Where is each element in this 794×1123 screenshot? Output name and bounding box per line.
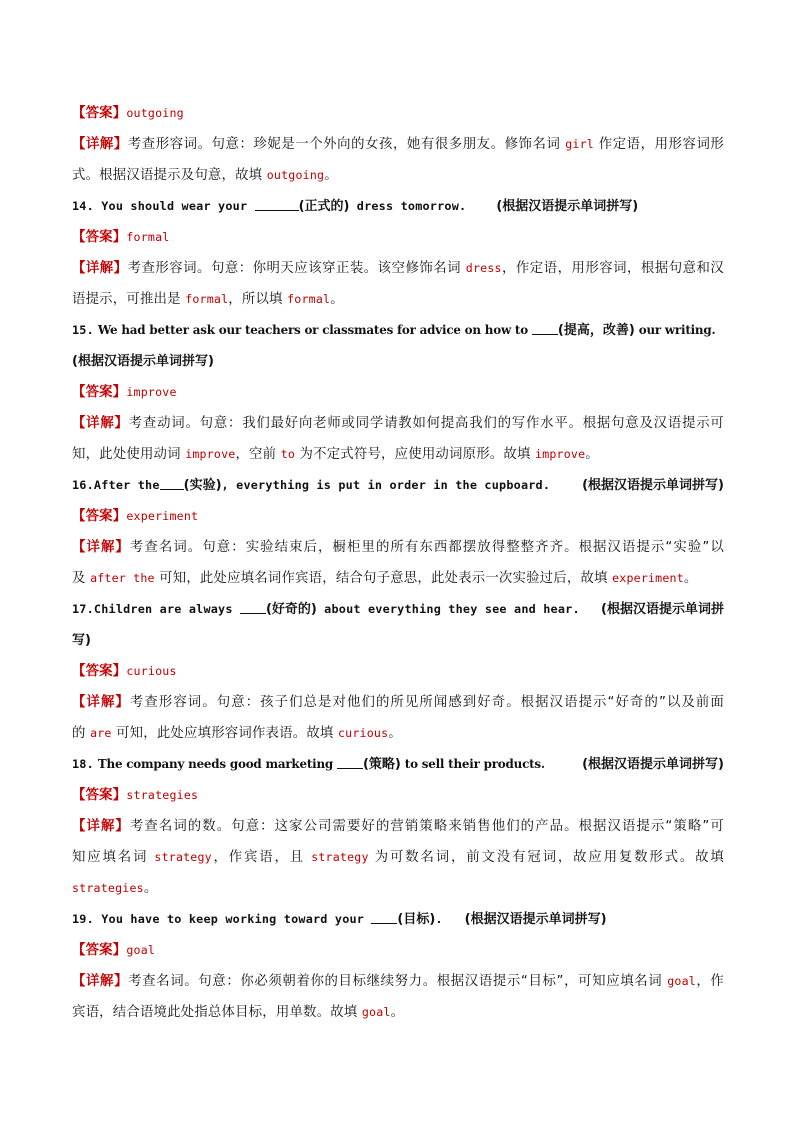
instruction-text: (根据汉语提示单词拼 — [601, 602, 724, 617]
detail-line: 语提示，可推出是 formal，所以填 formal。 — [72, 292, 344, 307]
answer-blank — [371, 911, 397, 924]
question-number: 18. — [72, 757, 94, 771]
detail-line: 【详解】考查名词。句意：实验结束后，橱柜里的所有东西都摆放得整整齐齐。根据汉语提示“实验”以 — [72, 540, 724, 555]
detail-label: 【详解】 — [72, 695, 130, 710]
question-line: 18. The company needs good marketing (策略) to sell their products. (根据汉语提示单词拼写) — [72, 749, 724, 780]
answer-blank — [532, 322, 558, 335]
detail-label: 【详解】 — [72, 137, 128, 152]
chinese-hint: (目标) — [397, 912, 436, 927]
detail-label: 【详解】 — [72, 974, 129, 989]
detail-label: 【详解】 — [72, 819, 130, 834]
detail-line: 式。根据汉语提示及句意，故填 outgoing。 — [72, 168, 338, 183]
answer-blank — [337, 756, 363, 769]
question-line: 19. You have to keep working toward your (目标). (根据汉语提示单词拼写) — [72, 912, 607, 927]
detail-line: strategies。 — [72, 881, 158, 896]
question-text: You have to keep working toward your — [93, 912, 372, 926]
question-number: 19. — [72, 912, 94, 926]
instruction-text: (根据汉语提示单词拼写) — [72, 354, 214, 369]
instruction-text: 写) — [72, 633, 91, 648]
question-line — [72, 346, 724, 377]
detail-label: 【详解】 — [72, 416, 129, 431]
answer-line — [72, 377, 724, 408]
question-line: 14. You should wear your (正式的) dress tomorrow. (根据汉语提示单词拼写) — [72, 199, 639, 214]
question-number: 16. — [72, 478, 94, 492]
detail-label: 【详解】 — [72, 540, 130, 555]
question-text: We had better ask our teachers or classmates for advice on how to — [93, 323, 532, 337]
answer-blank — [160, 477, 184, 490]
answer-line — [72, 222, 724, 253]
document-page — [72, 98, 724, 1028]
answer-label: 【答案】 — [72, 509, 127, 524]
chinese-hint: (实验) — [183, 478, 222, 493]
detail-line: 【详解】考查名词。句意：你必须朝着你的目标继续努力。根据汉语提示“目标”，可知应填名词 goal，作 — [72, 974, 724, 989]
detail-line: 知应填名词 strategy，作宾语，且 strategy 为可数名词，前文没有冠词，故应用复数形式。故填 — [72, 850, 724, 865]
chinese-hint: (好奇的) — [265, 602, 317, 617]
question-number: 14. — [72, 199, 94, 213]
detail-line: 及 after the 可知，此处应填名词作宾语，结合句子意思，此处表示一次实验过后，故填 experiment。 — [72, 571, 698, 586]
instruction-text: (根据汉语提示单词拼写) — [582, 757, 724, 772]
detail-line: 【详解】考查动词。句意：我们最好向老师或同学请教如何提高我们的写作水平。根据句意及汉语提示可 — [72, 416, 724, 431]
question-text: You should wear your — [93, 199, 255, 213]
answer-text: outgoing — [126, 106, 184, 120]
answer-text: curious — [126, 664, 177, 678]
answer-text: improve — [126, 385, 177, 399]
detail-line: 【详解】考查形容词。句意：珍妮是一个外向的女孩，她有很多朋友。修饰名词 girl 作定语，用形容词形 — [72, 137, 724, 152]
detail-line: 知，此处使用动词 improve，空前 to 为不定式符号，应使用动词原形。故填 improve。 — [72, 447, 599, 462]
chinese-hint: (提高，改善) — [557, 323, 635, 338]
question-text: Children are always — [93, 602, 240, 616]
answer-text: goal — [126, 943, 156, 957]
answer-text: experiment — [126, 509, 199, 523]
question-line: 17.Children are always (好奇的) about everything they see and hear. (根据汉语提示单词拼 — [72, 594, 724, 625]
answer-label: 【答案】 — [72, 788, 127, 803]
question-line: 15. We had better ask our teachers or classmates for advice on how to (提高，改善) our writing. — [72, 323, 716, 338]
chinese-hint: (正式的) — [298, 199, 350, 214]
answer-label: 【答案】 — [72, 230, 127, 245]
chinese-hint: (策略) — [362, 757, 401, 772]
question-number: 15. — [72, 323, 94, 337]
question-text: The company needs good marketing — [93, 757, 337, 771]
answer-label: 【答案】 — [72, 385, 127, 400]
answer-label: 【答案】 — [72, 664, 127, 679]
instruction-text: (根据汉语提示单词拼写) — [496, 199, 639, 214]
answer-label: 【答案】 — [72, 106, 127, 121]
detail-line: 【详解】考查形容词。句意：孩子们总是对他们的所见所闻感到好奇。根据汉语提示“好奇的”以及前面 — [72, 695, 724, 710]
answer-text: formal — [126, 230, 170, 244]
answer-line — [72, 935, 724, 966]
answer-blank — [240, 601, 266, 614]
detail-line: 宾语，结合语境此处指总体目标，用单数。故填 goal。 — [72, 1005, 405, 1020]
answer-label: 【答案】 — [72, 943, 127, 958]
detail-line: 的 are 可知，此处应填形容词作表语。故填 curious。 — [72, 726, 402, 741]
answer-line — [72, 501, 724, 532]
detail-line: 【详解】考查形容词。句意：你明天应该穿正装。该空修饰名词 dress，作定语，用形容词，根据句意和汉 — [72, 261, 724, 276]
detail-label: 【详解】 — [72, 261, 128, 276]
question-number: 17. — [72, 602, 94, 616]
question-text: After the — [93, 478, 160, 492]
instruction-text: (根据汉语提示单词拼写) — [464, 912, 607, 927]
instruction-text: (根据汉语提示单词拼写) — [582, 478, 724, 493]
answer-line — [72, 780, 724, 811]
detail-line: 【详解】考查名词的数。句意：这家公司需要好的营销策略来销售他们的产品。根据汉语提示“策略”可 — [72, 819, 724, 834]
answer-blank — [255, 198, 299, 211]
answer-line — [72, 656, 724, 687]
question-line: 16.After the (实验), everything is put in order in the cupboard. (根据汉语提示单词拼写) — [72, 470, 724, 501]
question-line — [72, 625, 724, 656]
answer-text: strategies — [126, 788, 199, 802]
answer-line — [72, 98, 724, 129]
